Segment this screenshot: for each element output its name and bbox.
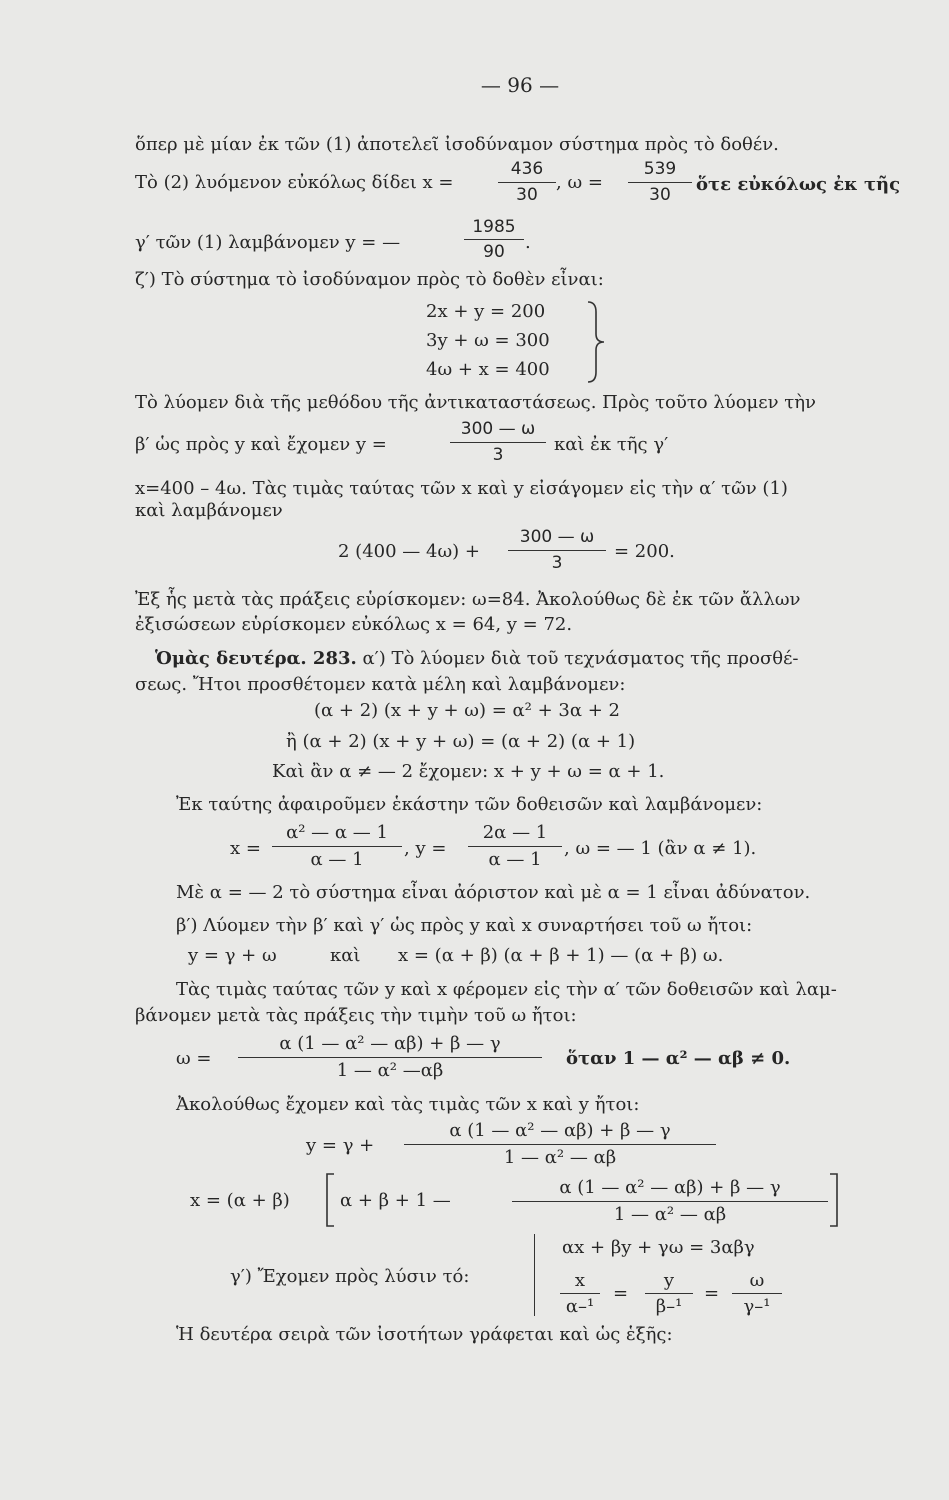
right-bracket xyxy=(828,1172,840,1228)
paragraph-line: Τὰς τιμὰς ταύτας τῶν y καὶ x φέρομεν εἰς τὴν α′ τῶν δοθεισῶν καὶ λαμ- xyxy=(176,979,837,1000)
fraction-bar xyxy=(238,1057,542,1058)
fraction-numerator: y xyxy=(663,1270,675,1291)
fraction-numerator: 436 xyxy=(510,159,544,179)
system-equation: 2x + y = 200 xyxy=(426,301,546,322)
fraction-numerator: 2α — 1 xyxy=(482,822,548,843)
fraction-numerator: 300 — ω xyxy=(519,527,595,547)
equation: y = γ + xyxy=(306,1135,375,1156)
fraction-bar xyxy=(560,1293,600,1294)
fraction-denominator: 3 xyxy=(551,553,563,573)
fraction-bar xyxy=(450,442,546,443)
paragraph-line: ἐξισώσεων εὑρίσκομεν εὐκόλως x = 64, y = 72. xyxy=(135,614,573,635)
equation: ω = xyxy=(176,1048,212,1069)
paragraph-line: β′ ὡς πρὸς y καὶ ἔχομεν y = xyxy=(135,434,387,455)
paragraph-line: Τὸ (2) λυόμενον εὐκόλως δίδει x = xyxy=(135,172,454,193)
fraction-denominator: α — 1 xyxy=(310,849,364,870)
fraction-denominator: 90 xyxy=(483,242,505,262)
fraction-numerator: 300 — ω xyxy=(460,419,536,439)
equation: Καὶ ἂν α ≠ — 2 ἔχομεν: x + y + ω = α + 1. xyxy=(272,761,665,782)
equals-sign: = xyxy=(704,1283,720,1304)
paragraph-line: Τὸ λύομεν διὰ τῆς μεθόδου τῆς ἀντικαταστάσεως. Πρὸς τοῦτο λύομεν τὴν xyxy=(135,392,816,413)
paragraph-line: α′) Τὸ λύομεν διὰ τοῦ τεχνάσματος τῆς προσθέ- xyxy=(362,648,799,669)
fraction-bar xyxy=(468,846,562,847)
page-number: — 96 — xyxy=(480,73,560,97)
paragraph-line: x=400 – 4ω. Τὰς τιμὰς ταύτας τῶν x καὶ y εἰσάγομεν εἰς τὴν α′ τῶν (1) xyxy=(135,478,788,499)
equation: , y = xyxy=(404,838,447,859)
equals-sign: = xyxy=(613,1283,629,1304)
equation: x = (α + β) (α + β + 1) — (α + β) ω. xyxy=(398,945,724,966)
fraction-bar xyxy=(464,239,524,240)
punctuation: . xyxy=(525,232,531,253)
equation: ἢ (α + 2) (x + y + ω) = (α + 2) (α + 1) xyxy=(286,731,636,752)
equation: (α + 2) (x + y + ω) = α² + 3α + 2 xyxy=(314,700,620,721)
fraction-bar xyxy=(628,182,692,183)
fraction-denominator: 30 xyxy=(649,185,671,205)
paragraph-line: , ω = xyxy=(556,172,603,193)
paragraph-line: γ′ τῶν (1) λαμβάνομεν y = — xyxy=(135,232,401,253)
fraction-bar xyxy=(498,182,556,183)
fraction-numerator: x xyxy=(574,1270,586,1291)
system-equation: 4ω + x = 400 xyxy=(426,359,550,380)
equation: 2 (400 — 4ω) + xyxy=(338,541,480,562)
paragraph-line: Ἐκ ταύτης ἀφαιροῦμεν ἑκάστην τῶν δοθεισῶν καὶ λαμβάνομεν: xyxy=(176,794,763,815)
paragraph-line: ὅπερ μὲ μίαν ἐκ τῶν (1) ἀποτελεῖ ἰσοδύναμον σύστημα πρὸς τὸ δοθέν. xyxy=(135,134,779,155)
section-heading: Ὁμὰς δευτέρα. 283. xyxy=(155,648,357,669)
system-divider xyxy=(534,1234,535,1316)
paragraph-line: Ἡ δευτέρα σειρὰ τῶν ἰσοτήτων γράφεται καὶ ὡς ἑξῆς: xyxy=(176,1324,673,1345)
paragraph-line: καὶ λαμβάνομεν xyxy=(135,500,283,521)
fraction-denominator: β–¹ xyxy=(655,1296,683,1317)
equation: = 200. xyxy=(614,541,675,562)
left-bracket xyxy=(324,1172,336,1228)
equation: y = γ + ω xyxy=(188,945,277,966)
fraction-numerator: α (1 — α² — αβ) + β — γ xyxy=(279,1033,501,1054)
system-equation: αx + βy + γω = 3αβγ xyxy=(562,1237,755,1258)
fraction-bar xyxy=(508,550,606,551)
fraction-bar xyxy=(645,1293,693,1294)
equation: x = xyxy=(230,838,261,859)
paragraph-line: β′) Λύομεν τὴν β′ καὶ γ′ ὡς πρὸς y καὶ x συναρτήσει τοῦ ω ἤτοι: xyxy=(176,915,753,936)
equation-condition: ὅταν 1 — α² — αβ ≠ 0. xyxy=(566,1048,791,1069)
fraction-denominator: 3 xyxy=(492,445,504,465)
fraction-bar xyxy=(512,1201,828,1202)
fraction-denominator: 1 — α² — αβ xyxy=(613,1204,727,1225)
fraction-numerator: 539 xyxy=(643,159,677,179)
fraction-numerator: ω xyxy=(749,1270,765,1291)
system-equation: 3y + ω = 300 xyxy=(426,330,550,351)
paragraph-line: σεως. Ἤτοι προσθέτομεν κατὰ μέλη καὶ λαμβάνομεν: xyxy=(135,674,626,695)
paragraph-line: Μὲ α = — 2 τὸ σύστημα εἶναι ἀόριστον καὶ μὲ α = 1 εἶναι ἀδύνατον. xyxy=(176,882,811,903)
fraction-denominator: 30 xyxy=(516,185,538,205)
paragraph-line: γ′) Ἔχομεν πρὸς λύσιν τό: xyxy=(230,1266,470,1287)
fraction-denominator: γ–¹ xyxy=(743,1296,771,1317)
fraction-denominator: α–¹ xyxy=(565,1296,595,1317)
fraction-denominator: 1 — α² — αβ xyxy=(503,1147,617,1168)
fraction-bar xyxy=(732,1293,782,1294)
paragraph-line: Ἐξ ἧς μετὰ τὰς πράξεις εὑρίσκομεν: ω=84. Ἀκολούθως δὲ ἐκ τῶν ἄλλων xyxy=(135,589,801,610)
fraction-numerator: α (1 — α² — αβ) + β — γ xyxy=(559,1177,781,1198)
paragraph-line: βάνομεν μετὰ τὰς πράξεις τὴν τιμὴν τοῦ ω ἤτοι: xyxy=(135,1005,577,1026)
equation: x = (α + β) xyxy=(190,1190,290,1211)
equation-connector: καὶ xyxy=(330,945,361,966)
fraction-numerator: 1985 xyxy=(472,217,516,237)
fraction-denominator: 1 — α² —αβ xyxy=(336,1060,444,1081)
fraction-bar xyxy=(272,846,402,847)
paragraph-line: ὅτε εὐκόλως ἐκ τῆς xyxy=(696,174,901,195)
paragraph-line: Ἀκολούθως ἔχομεν καὶ τὰς τιμὰς τῶν x καὶ y ἤτοι: xyxy=(176,1094,640,1115)
equation: , ω = — 1 (ἂν α ≠ 1). xyxy=(564,838,757,859)
paragraph-line: καὶ ἐκ τῆς γ′ xyxy=(554,434,669,455)
fraction-numerator: α² — α — 1 xyxy=(286,822,388,843)
right-brace xyxy=(584,300,608,384)
paragraph-line: ζ′) Τὸ σύστημα τὸ ἰσοδύναμον πρὸς τὸ δοθὲν εἶναι: xyxy=(135,269,604,290)
fraction-numerator: α (1 — α² — αβ) + β — γ xyxy=(449,1120,671,1141)
equation: α + β + 1 — xyxy=(340,1190,451,1211)
fraction-denominator: α — 1 xyxy=(488,849,542,870)
fraction-bar xyxy=(404,1144,716,1145)
